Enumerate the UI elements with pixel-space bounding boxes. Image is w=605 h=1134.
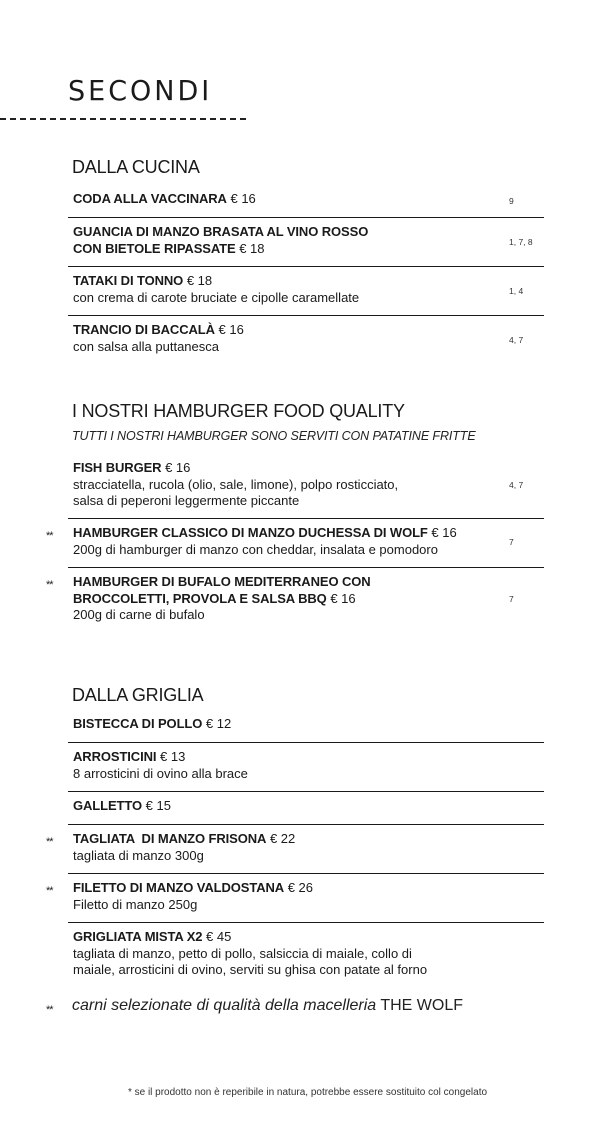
- item-price: € 18: [239, 240, 265, 256]
- quality-star-mark: **: [46, 1004, 53, 1016]
- item-description: 200g di carne di bufalo: [73, 607, 205, 622]
- item-divider: [68, 922, 544, 923]
- menu-item: [73, 749, 503, 782]
- item-divider: [68, 266, 544, 267]
- menu-item: [73, 831, 503, 864]
- item-price: € 26: [287, 880, 314, 895]
- item-price: € 18: [186, 273, 213, 288]
- item-allergens: 1, 4: [509, 286, 524, 296]
- section-title-cucina: DALLA CUCINA: [72, 157, 200, 177]
- menu-item: [73, 880, 503, 913]
- menu-item: [73, 574, 503, 624]
- item-allergens: 7: [509, 537, 514, 547]
- item-allergens: 7: [509, 594, 514, 604]
- item-price: € 45: [206, 929, 232, 944]
- item-allergens: 9: [509, 196, 514, 206]
- item-name: TAGLIATA DI MANZO FRISONA: [73, 831, 267, 846]
- section-title-griglia: DALLA GRIGLIA: [72, 685, 204, 705]
- menu-item: [73, 929, 503, 979]
- menu-item: [73, 224, 503, 257]
- title-divider: [0, 118, 246, 120]
- item-name: FILETTO DI MANZO VALDOSTANA: [73, 880, 285, 895]
- menu-item: [73, 273, 503, 306]
- item-price: € 16: [230, 191, 256, 206]
- page-title: SECONDI: [68, 75, 213, 108]
- item-divider: [68, 791, 544, 792]
- item-divider: [68, 315, 544, 316]
- item-description: con crema di carote bruciate e cipolle caramellate: [73, 289, 360, 305]
- item-description: maiale, arrosticini di ovino, serviti su ghisa con patate al forno: [73, 962, 428, 977]
- item-price: € 16: [165, 460, 191, 475]
- item-name: CODA ALLA VACCINARA: [73, 191, 227, 206]
- item-divider: [68, 742, 544, 743]
- item-name: GRIGLIATA MISTA X2: [73, 929, 203, 944]
- quality-note: [72, 997, 463, 1015]
- item-name: TRANCIO DI BACCALÀ: [73, 322, 215, 337]
- item-description: tagliata di manzo 300g: [73, 847, 204, 863]
- item-name: GUANCIA DI MANZO BRASATA AL VINO ROSSO: [73, 224, 369, 239]
- menu-item: [73, 460, 503, 510]
- item-price: € 16: [330, 590, 356, 606]
- item-price: € 15: [145, 798, 171, 813]
- item-allergens: 4, 7: [509, 335, 524, 345]
- item-description: 200g di hamburger di manzo con cheddar, insalata e pomodoro: [73, 541, 438, 557]
- item-name: BISTECCA DI POLLO: [73, 716, 203, 731]
- menu-item: [73, 191, 503, 208]
- item-price: € 13: [160, 749, 186, 764]
- quality-star-mark: **: [46, 885, 53, 897]
- quality-note-text: carni selezionate di qualità della macelleria: [72, 997, 377, 1014]
- item-price: € 16: [431, 525, 457, 540]
- item-name: HAMBURGER DI BUFALO MEDITERRANEO CON: [73, 574, 371, 589]
- item-description: con salsa alla puttanesca: [73, 338, 219, 354]
- item-price: € 22: [269, 831, 296, 846]
- item-description: 8 arrosticini di ovino alla brace: [73, 765, 248, 781]
- section-title-hamburger: I NOSTRI HAMBURGER FOOD QUALITY: [72, 401, 405, 421]
- menu-item: [73, 716, 503, 733]
- item-description: tagliata di manzo, petto di pollo, salsiccia di maiale, collo di: [73, 945, 412, 961]
- item-divider: [68, 217, 544, 218]
- item-divider: [68, 824, 544, 825]
- quality-star-mark: **: [46, 836, 53, 848]
- item-divider: [68, 518, 544, 519]
- menu-item: [73, 798, 503, 815]
- menu-item: [73, 322, 503, 355]
- section-subtitle: TUTTI I NOSTRI HAMBURGER SONO SERVITI CON PATATINE FRITTE: [72, 429, 476, 443]
- footer-note: * se il prodotto non è reperibile in natura, potrebbe essere sostituito col congelato: [127, 1087, 488, 1098]
- item-description: Filetto di manzo 250g: [73, 896, 198, 912]
- quality-star-mark: **: [46, 530, 53, 542]
- quality-star-mark: **: [46, 579, 53, 591]
- item-divider: [68, 873, 544, 874]
- item-name: HAMBURGER CLASSICO DI MANZO DUCHESSA DI WOLF: [73, 525, 428, 540]
- item-description: salsa di peperoni leggermente piccante: [73, 493, 300, 508]
- item-allergens: 1, 7, 8: [509, 237, 533, 247]
- item-divider: [68, 567, 544, 568]
- menu-item: [73, 525, 513, 558]
- item-price: € 16: [218, 322, 244, 337]
- butcher-brand: THE WOLF: [376, 997, 463, 1014]
- item-price: € 12: [205, 716, 232, 731]
- item-name: BROCCOLETTI, PROVOLA E SALSA BBQ: [73, 590, 327, 606]
- item-name: CON BIETOLE RIPASSATE: [73, 240, 236, 256]
- item-description: stracciatella, rucola (olio, sale, limone), polpo rosticciato,: [73, 476, 399, 492]
- item-name: GALLETTO: [73, 798, 143, 813]
- item-name: ARROSTICINI: [73, 749, 157, 764]
- item-allergens: 4, 7: [509, 480, 524, 490]
- item-name: TATAKI DI TONNO: [73, 273, 184, 288]
- item-name: FISH BURGER: [73, 460, 162, 475]
